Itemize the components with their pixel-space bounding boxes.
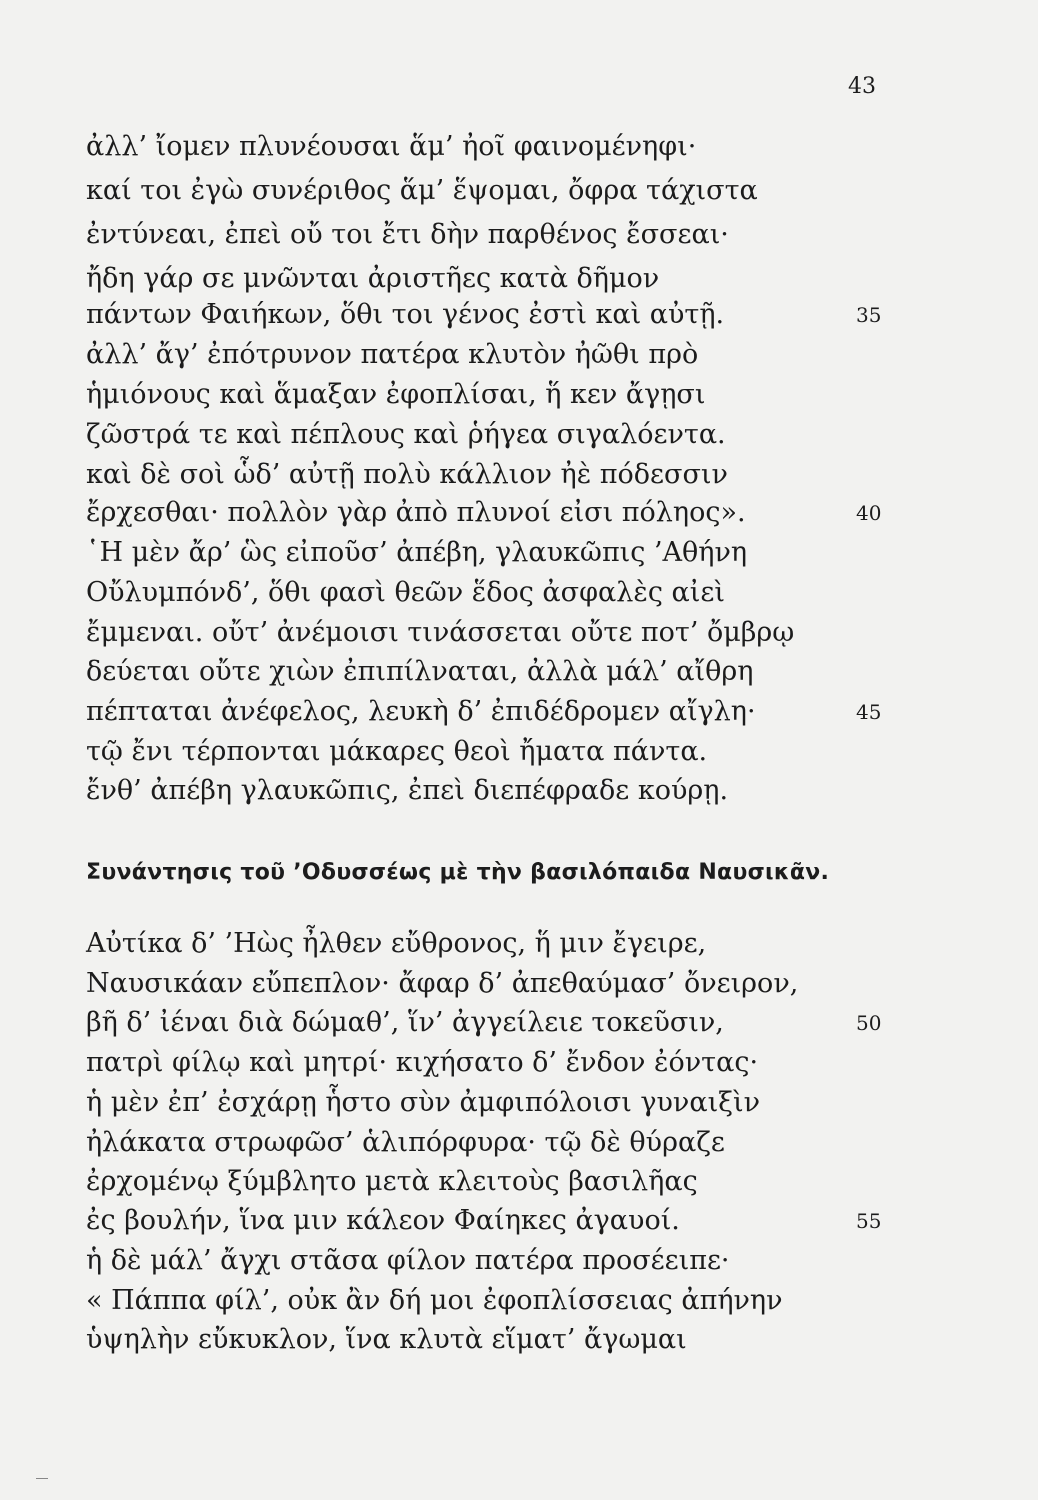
verse-number: 45 — [856, 700, 882, 724]
verse-line: πατρὶ φίλῳ καὶ μητρί· κιχήσατο δ’ ἔνδον ἐόντας· — [86, 1047, 759, 1078]
verse-number: 55 — [856, 1209, 882, 1233]
verse-line: βῆ δ’ ἰέναι διὰ δώμαθ’, ἵν’ ἀγγείλειε τοκεῦσιν, — [86, 1007, 724, 1038]
verse-line: ἔμμεναι. οὔτ’ ἀνέμοισι τινάσσεται οὔτε ποτ’ ὄμβρῳ — [86, 617, 795, 648]
verse-line: ὑψηλὴν εὔκυκλον, ἵνα κλυτὰ εἵματ’ ἄγωμαι — [86, 1324, 687, 1355]
verse-line: ἀλλ’ ἴομεν πλυνέουσαι ἅμ’ ἠοῖ φαινομένηφι· — [86, 131, 697, 162]
verse-line: ἔνθ’ ἀπέβη γλαυκῶπις, ἐπεὶ διεπέφραδε κούρῃ. — [86, 775, 729, 806]
verse-line: ἡ δὲ μάλ’ ἄγχι στᾶσα φίλον πατέρα προσέειπε· — [86, 1245, 730, 1276]
verse-line: ἡ μὲν ἐπ’ ἐσχάρῃ ἧστο σὺν ἀμφιπόλοισι γυναιξὶν — [86, 1087, 761, 1118]
verse-number: 50 — [856, 1011, 882, 1035]
verse-line: πάντων Φαιήκων, ὅθι τοι γένος ἐστὶ καὶ αὐτῇ. — [86, 299, 725, 330]
verse-line: ἀλλ’ ἄγ’ ἐπότρυνον πατέρα κλυτὸν ἠῶθι πρὸ — [86, 339, 699, 370]
section-heading: Συνάντησις τοῦ ’Οδυσσέως μὲ τὴν βασιλόπαιδα Ναυσικᾶν. — [86, 860, 830, 885]
verse-line: Αὐτίκα δ’ ’Ηὼς ἦλθεν εὔθρονος, ἥ μιν ἔγειρε, — [86, 928, 707, 959]
verse-line: ζῶστρά τε καὶ πέπλους καὶ ῥήγεα σιγαλόεντα. — [86, 419, 726, 450]
verse-line: ἐς βουλήν, ἵνα μιν κάλεον Φαίηκες ἀγαυοί. — [86, 1205, 680, 1236]
verse-line: ἐρχομένῳ ξύμβλητο μετὰ κλειτοὺς βασιλῆας — [86, 1166, 698, 1197]
verse-line: τῷ ἔνι τέρπονται μάκαρες θεοὶ ἤματα πάντα. — [86, 736, 708, 767]
edge-mark — [36, 1478, 48, 1479]
verse-number: 35 — [856, 303, 882, 327]
verse-line: Ναυσικάαν εὔπεπλον· ἄφαρ δ’ ἀπεθαύμασ’ ὄνειρον, — [86, 968, 799, 999]
verse-line: ἤδη γάρ σε μνῶνται ἀριστῆες κατὰ δῆμον — [86, 263, 660, 294]
verse-line: « Πάππα φίλ’, οὐκ ἂν δή μοι ἐφοπλίσσειας ἀπήνην — [86, 1285, 783, 1316]
verse-line: καί τοι ἐγὼ συνέριθος ἅμ’ ἕψομαι, ὄφρα τάχιστα — [86, 175, 758, 206]
verse-line: ἐντύνεαι, ἐπεὶ οὔ τοι ἔτι δὴν παρθένος ἔσσεαι· — [86, 219, 729, 250]
verse-line: ἠλάκατα στρωφῶσ’ ἁλιπόρφυρα· τῷ δὲ θύραζε — [86, 1127, 725, 1158]
verse-line: ῾Η μὲν ἄρ’ ὣς εἰποῦσ’ ἀπέβη, γλαυκῶπις ’Αθήνη — [86, 537, 748, 568]
verse-number: 40 — [856, 501, 882, 525]
page-number: 43 — [848, 74, 876, 99]
verse-line: πέπταται ἀνέφελος, λευκὴ δ’ ἐπιδέδρομεν αἴγλη· — [86, 696, 756, 727]
verse-line: Οὔλυμπόνδ’, ὅθι φασὶ θεῶν ἕδος ἀσφαλὲς αἰεὶ — [86, 577, 725, 608]
verse-line: καὶ δὲ σοὶ ὧδ’ αὐτῇ πολὺ κάλλιον ἠὲ πόδεσσιν — [86, 459, 728, 490]
verse-line: ἡμιόνους καὶ ἅμαξαν ἐφοπλίσαι, ἥ κεν ἄγῃσι — [86, 379, 706, 410]
verse-line: ἔρχεσθαι· πολλὸν γὰρ ἀπὸ πλυνοί εἰσι πόληος». — [86, 497, 746, 528]
verse-line: δεύεται οὔτε χιὼν ἐπιπίλναται, ἀλλὰ μάλ’ αἴθρη — [86, 656, 754, 687]
